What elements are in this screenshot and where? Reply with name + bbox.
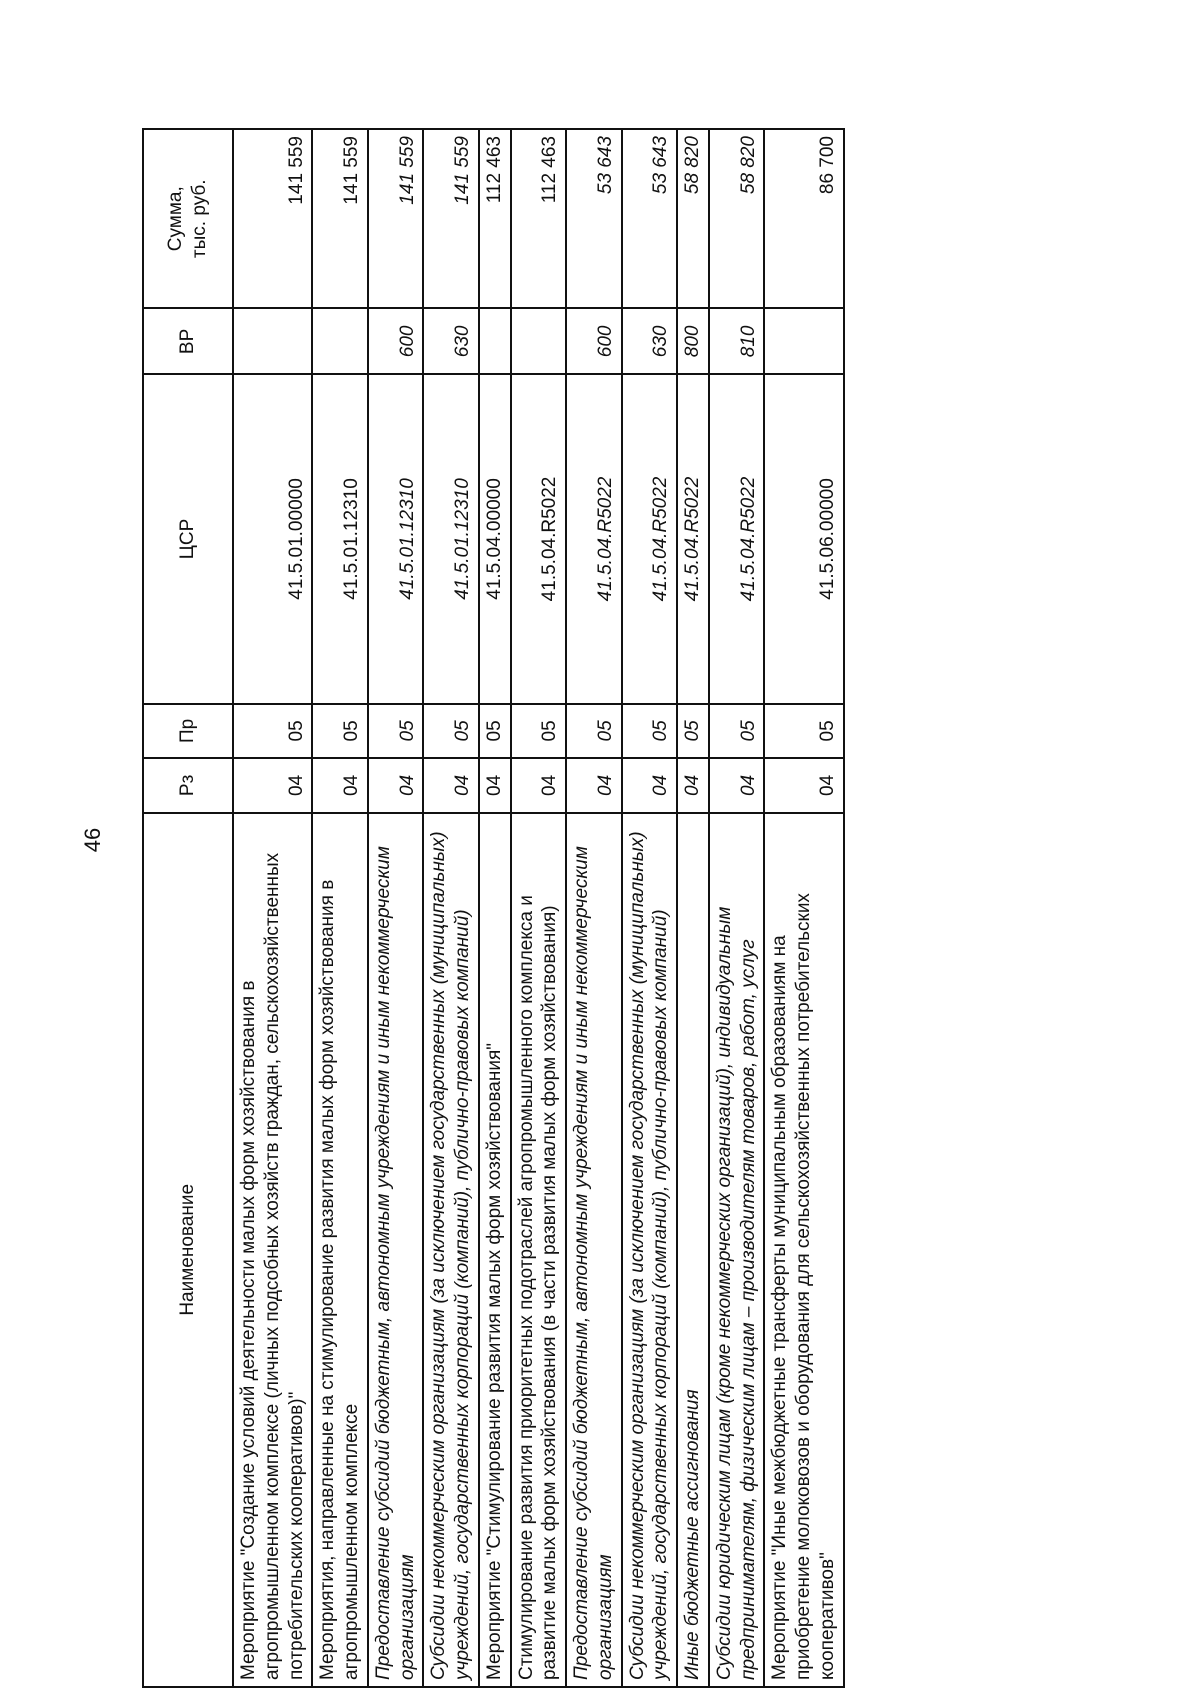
- cell-name: [622, 813, 678, 1687]
- row-name-text: Мероприятие "Стимулирование развития малых форм хозяйствования": [483, 1042, 505, 1680]
- cell-pr: 05: [233, 704, 312, 759]
- cell-pr: 05: [312, 704, 368, 759]
- rotated-table-frame: [142, 128, 1042, 1688]
- header-sum-line2: тыс. руб.: [189, 179, 210, 259]
- header-row: [143, 129, 233, 1687]
- table-row: [764, 129, 843, 1687]
- cell-sum: 141 559: [233, 129, 312, 308]
- cell-sum: 141 559: [312, 129, 368, 308]
- cell-name: [423, 813, 479, 1687]
- cell-csr: 41.5.04.R5022: [511, 374, 567, 703]
- cell-rz: 04: [764, 758, 843, 813]
- cell-pr: 05: [622, 704, 678, 759]
- cell-name: [511, 813, 567, 1687]
- cell-sum: 86 700: [764, 129, 843, 308]
- header-rz: Рз: [143, 758, 233, 813]
- header-sum: [143, 129, 233, 308]
- row-name-text: Мероприятие "Создание условий деятельности малых форм хозяйствования в агропромышленном комплексе (личных подсобных хозяйств граждан, сельскохозяйственных потребительских кооперативов)": [238, 852, 307, 1680]
- cell-vr: 630: [622, 308, 678, 374]
- header-name: Наименование: [143, 813, 233, 1687]
- row-name-text: Стимулирование развития приоритетных подотраслей агропромышленного комплекса и развитие малых форм хозяйствования (в части развития малых форм хозяйствования): [515, 895, 561, 1680]
- cell-name: [764, 813, 843, 1687]
- cell-csr: 41.5.01.12310: [312, 374, 368, 703]
- cell-sum: 53 643: [622, 129, 678, 308]
- cell-sum: 58 820: [677, 129, 709, 308]
- header-pr: Пр: [143, 704, 233, 759]
- cell-vr: 800: [677, 308, 709, 374]
- cell-rz: 04: [423, 758, 479, 813]
- table-row: [566, 129, 622, 1687]
- cell-csr: 41.5.04.R5022: [566, 374, 622, 703]
- cell-pr: 05: [423, 704, 479, 759]
- cell-vr: [233, 308, 312, 374]
- cell-rz: 04: [479, 758, 511, 813]
- cell-csr: 41.5.04.00000: [479, 374, 511, 703]
- cell-vr: [511, 308, 567, 374]
- cell-sum: 112 463: [479, 129, 511, 308]
- cell-sum: 141 559: [423, 129, 479, 308]
- cell-vr: 600: [368, 308, 424, 374]
- row-name-text: Субсидии некоммерческим организациям (за исключением государственных (муниципальных) учреждений, государственных корпораций (компаний), публично-правовых компаний): [428, 831, 473, 1680]
- row-name-text: Мероприятия, направленные на стимулирование развития малых форм хозяйствования в агропромышленном комплексе: [317, 879, 362, 1680]
- table-row: [622, 129, 678, 1687]
- table-row: [511, 129, 567, 1687]
- cell-csr: 41.5.04.R5022: [709, 374, 765, 703]
- table-row: [677, 129, 709, 1687]
- cell-rz: 04: [622, 758, 678, 813]
- table-row: [709, 129, 765, 1687]
- cell-csr: 41.5.01.00000: [233, 374, 312, 703]
- cell-pr: 05: [677, 704, 709, 759]
- row-name-text: Иные бюджетные ассигнования: [682, 1389, 703, 1680]
- cell-csr: 41.5.01.12310: [368, 374, 424, 703]
- cell-rz: 04: [368, 758, 424, 813]
- cell-csr: 41.5.01.12310: [423, 374, 479, 703]
- cell-csr: 41.5.06.00000: [764, 374, 843, 703]
- header-vr: ВР: [143, 308, 233, 374]
- cell-rz: 04: [566, 758, 622, 813]
- page-number: 46: [80, 827, 105, 853]
- cell-rz: 04: [511, 758, 567, 813]
- cell-rz: 04: [709, 758, 765, 813]
- cell-name: [566, 813, 622, 1687]
- row-name-text: Предоставление субсидий бюджетным, автономным учреждениям и иным некоммерческим организациям: [372, 846, 418, 1680]
- row-name-text: Субсидии юридическим лицам (кроме некоммерческих организаций), индивидуальным предпринимателям, физическим лицам – производителям товаров, работ, услуг: [713, 906, 759, 1680]
- cell-pr: 05: [479, 704, 511, 759]
- cell-sum: 112 463: [511, 129, 567, 308]
- cell-name: [709, 813, 765, 1687]
- cell-name: [479, 813, 511, 1687]
- table-row: [233, 129, 312, 1687]
- table-header: [143, 129, 233, 1687]
- cell-vr: [479, 308, 511, 374]
- cell-vr: [764, 308, 843, 374]
- cell-rz: 04: [312, 758, 368, 813]
- row-name-text: Предоставление субсидий бюджетным, автономным учреждениям и иным некоммерческим организациям: [571, 846, 616, 1680]
- cell-name: [233, 813, 312, 1687]
- cell-csr: 41.5.04.R5022: [677, 374, 709, 703]
- cell-rz: 04: [677, 758, 709, 813]
- cell-name: [677, 813, 709, 1687]
- cell-pr: 05: [566, 704, 622, 759]
- cell-rz: 04: [233, 758, 312, 813]
- cell-sum: 141 559: [368, 129, 424, 308]
- table-row: [368, 129, 424, 1687]
- cell-pr: 05: [709, 704, 765, 759]
- budget-table: [142, 128, 845, 1688]
- table-container: [142, 128, 1042, 1688]
- cell-vr: 810: [709, 308, 765, 374]
- header-sum-line1: Сумма,: [165, 186, 187, 252]
- cell-vr: [312, 308, 368, 374]
- header-csr: ЦСР: [143, 374, 233, 703]
- table-body: [233, 129, 844, 1687]
- cell-name: [312, 813, 368, 1687]
- table-row: [423, 129, 479, 1687]
- cell-pr: 05: [368, 704, 424, 759]
- table-row: [479, 129, 511, 1687]
- cell-pr: 05: [511, 704, 567, 759]
- row-name-text: Мероприятие "Иные межбюджетные трансферты муниципальным образованиям на приобретение молоковозов и оборудования для сельскохозяйственных потребительских кооперативов": [769, 893, 838, 1680]
- cell-sum: 53 643: [566, 129, 622, 308]
- cell-sum: 58 820: [709, 129, 765, 308]
- cell-name: [368, 813, 424, 1687]
- cell-vr: 630: [423, 308, 479, 374]
- cell-csr: 41.5.04.R5022: [622, 374, 678, 703]
- cell-pr: 05: [764, 704, 843, 759]
- cell-vr: 600: [566, 308, 622, 374]
- row-name-text: Субсидии некоммерческим организациям (за исключением государственных (муниципальных) учреждений, государственных корпораций (компаний), публично-правовых компаний): [626, 831, 672, 1680]
- table-row: [312, 129, 368, 1687]
